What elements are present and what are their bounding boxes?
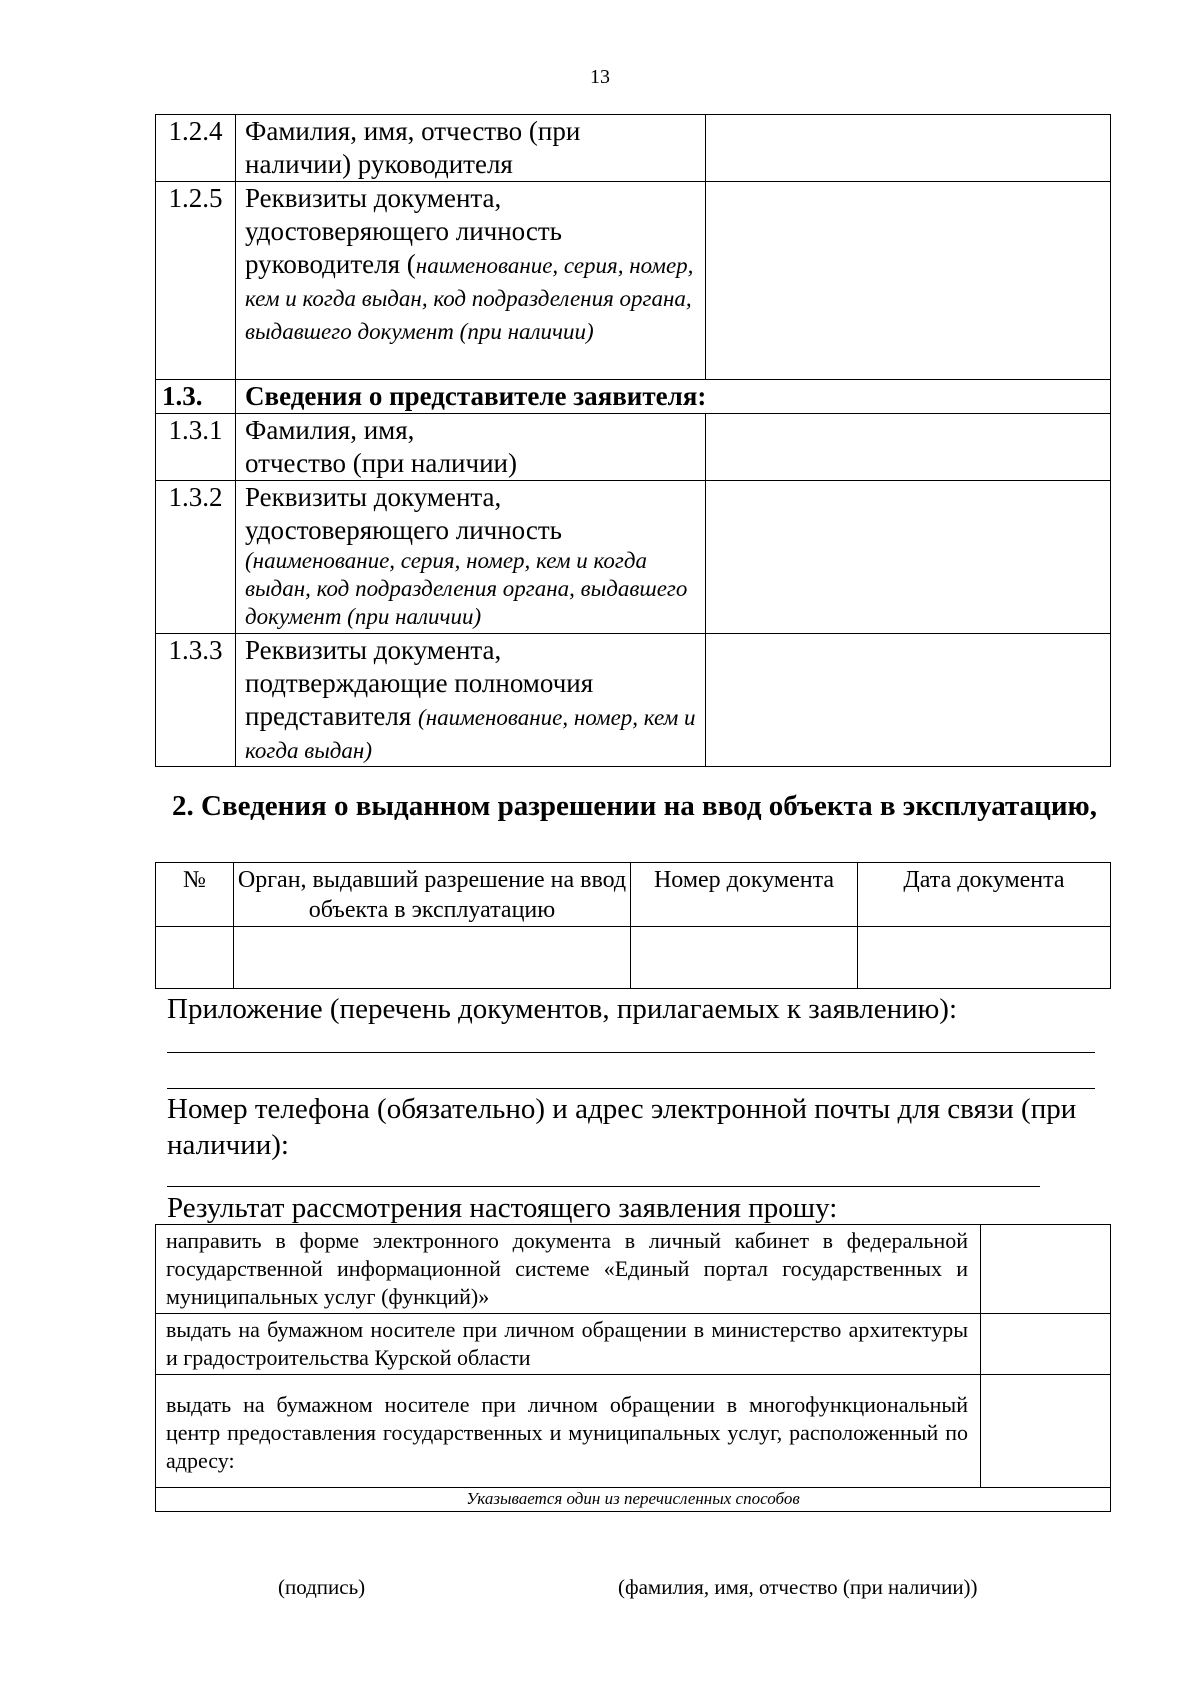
attachments-label: Приложение (перечень документов, прилагаемых к заявлению): bbox=[167, 993, 958, 1025]
row-number: 1.3.1 bbox=[156, 414, 236, 481]
value-cell[interactable] bbox=[706, 634, 1111, 767]
row-number: 1.3.3 bbox=[156, 634, 236, 767]
fullname-label: (фамилия, имя, отчество (при наличии)) bbox=[618, 1575, 978, 1599]
attachments-line-1[interactable] bbox=[167, 1052, 1095, 1053]
section-title: Сведения о представителе заявителя: bbox=[236, 380, 1111, 414]
row-label: Фамилия, имя, отчество (при наличии) руководителя bbox=[236, 115, 706, 182]
row-label: Реквизиты документа, удостоверяющего личность руководителя (наименование, серия, номер, кем и когда выдан, код подразделения органа, выдавшего документ (при наличии) bbox=[236, 182, 706, 380]
col-header-number: № bbox=[156, 863, 234, 927]
result-option-text: выдать на бумажном носителе при личном обращении в многофункциональный центр предоставления государственных и муниципальных услуг, расположенный по адресу: bbox=[156, 1375, 981, 1488]
value-cell[interactable] bbox=[706, 481, 1111, 634]
result-note: Указывается один из перечисленных способов bbox=[156, 1488, 1111, 1512]
value-cell[interactable] bbox=[706, 182, 1111, 380]
row-number: 1.2.5 bbox=[156, 182, 236, 380]
signature-label: (подпись) bbox=[278, 1575, 366, 1599]
contact-line[interactable] bbox=[167, 1186, 1040, 1187]
result-option-row bbox=[156, 1375, 1111, 1488]
row-label: Фамилия, имя, отчество (при наличии) bbox=[236, 414, 706, 481]
page-number: 13 bbox=[590, 66, 610, 88]
cell-doc-date[interactable] bbox=[858, 927, 1111, 989]
result-option-row bbox=[156, 1225, 1111, 1314]
row-number: 1.2.4 bbox=[156, 115, 236, 182]
cell-authority[interactable] bbox=[234, 927, 631, 989]
attachments-line-2[interactable] bbox=[167, 1088, 1095, 1089]
row-number: 1.3.2 bbox=[156, 481, 236, 634]
row-label: Реквизиты документа, удостоверяющего личность (наименование, серия, номер, кем и когда выдан, код подразделения органа, выдавшего документ (при наличии) bbox=[236, 481, 706, 634]
table-row bbox=[156, 927, 1111, 989]
applicant-table bbox=[155, 114, 1111, 767]
section-number: 1.3. bbox=[156, 380, 236, 414]
table-row bbox=[156, 414, 1111, 481]
result-label: Результат рассмотрения настоящего заявления прошу: bbox=[167, 1192, 838, 1224]
result-option-mark[interactable] bbox=[981, 1375, 1111, 1488]
col-header-doc-date: Дата документа bbox=[858, 863, 1111, 927]
contact-label: Номер телефона (обязательно) и адрес электронной почты для связи (при наличии): bbox=[167, 1093, 1077, 1161]
result-option-mark[interactable] bbox=[981, 1225, 1111, 1314]
table-row bbox=[156, 634, 1111, 767]
table-row bbox=[156, 481, 1111, 634]
result-option-row bbox=[156, 1314, 1111, 1375]
result-option-text: направить в форме электронного документа в личный кабинет в федеральной государственной информационной системе «Единый портал государственных и муниципальных услуг (функций)» bbox=[156, 1225, 981, 1314]
table-row-section bbox=[156, 380, 1111, 414]
table-row bbox=[156, 182, 1111, 380]
result-option-mark[interactable] bbox=[981, 1314, 1111, 1375]
value-cell[interactable] bbox=[706, 115, 1111, 182]
cell-number[interactable] bbox=[156, 927, 234, 989]
section2-heading: 2. Сведения о выданном разрешении на ввод объекта в эксплуатацию, bbox=[172, 790, 1097, 822]
row-label: Реквизиты документа, подтверждающие полномочия представителя (наименование, номер, кем и когда выдан) bbox=[236, 634, 706, 767]
col-header-doc-number: Номер документа bbox=[631, 863, 858, 927]
table-header-row bbox=[156, 863, 1111, 927]
result-option-text: выдать на бумажном носителе при личном обращении в министерство архитектуры и градостроительства Курской области bbox=[156, 1314, 981, 1375]
value-cell[interactable] bbox=[706, 414, 1111, 481]
table-row bbox=[156, 115, 1111, 182]
permit-table bbox=[155, 862, 1111, 989]
result-options-table bbox=[155, 1224, 1111, 1512]
col-header-authority: Орган, выдавший разрешение на ввод объекта в эксплуатацию bbox=[234, 863, 631, 927]
cell-doc-number[interactable] bbox=[631, 927, 858, 989]
result-note-row bbox=[156, 1488, 1111, 1512]
